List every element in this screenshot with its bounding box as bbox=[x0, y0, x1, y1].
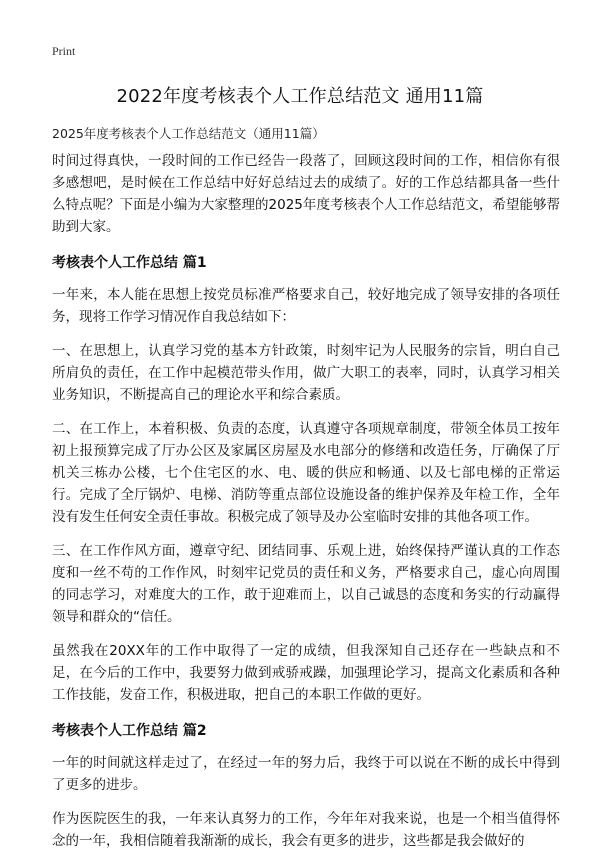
paragraph: 作为医院医生的我，一年来认真努力的工作，今年年对我来说，也是一个相当值得怀念的一年，我相信随着我渐渐的成长，我会有更多的进步，这些都是我会做好的 bbox=[52, 811, 560, 849]
paragraph: 虽然我在20XX年的工作中取得了一定的成绩，但我深知自己还存在一些缺点和不足，在今后的工作中，我要努力做到戒骄戒躁，加强理论学习，提高文化素质和各种工作技能，发奋工作，积极进取，把自己的本职工作做的更好。 bbox=[52, 643, 560, 703]
section-heading-2: 考核表个人工作总结 篇2 bbox=[52, 723, 207, 739]
paragraph: 一年来，本人能在思想上按党员标准严格要求自己，较好地完成了领导安排的各项任务，现将工作学习情况作自我总结如下： bbox=[52, 287, 560, 325]
article-body bbox=[52, 150, 560, 864]
page-title: 2022年度考核表个人工作总结范文 通用11篇 bbox=[116, 86, 484, 107]
print-link[interactable]: Print bbox=[52, 44, 76, 58]
intro-paragraph: 时间过得真快，一段时间的工作已经告一段落了，回顾这段时间的工作，相信你有很多感想吧，是时候在工作总结中好好总结过去的成绩了。好的工作总结都具备一些什么特点呢？下面是小编为大家整理的2025年度考核表个人工作总结范文，希望能够帮助到大家。 bbox=[52, 153, 560, 235]
subtitle: 2025年度考核表个人工作总结范文（通用11篇） bbox=[52, 126, 325, 141]
paragraph: 一年的时间就这样走过了，在经过一年的努力后，我终于可以说在不断的成长中得到了更多的进步。 bbox=[52, 755, 560, 793]
paragraph: 三、在工作作风方面，遵章守纪、团结同事、乐观上进，始终保持严谨认真的工作态度和一丝不苟的工作作风，时刻牢记党员的责任和义务，严格要求自己，虚心向周围的同志学习，对难度大的工作，敢于迎难而上，以自己诚恳的态度和务实的行动赢得领导和群众的“信任。 bbox=[52, 543, 560, 625]
paragraph: 一、在思想上，认真学习党的基本方针政策，时刻牢记为人民服务的宗旨，明白自己所肩负的责任，在工作中起模范带头作用，做广大职工的表率，同时，认真学习相关业务知识，不断提高自己的理论水平和综合素质。 bbox=[52, 343, 560, 403]
section-heading-1: 考核表个人工作总结 篇1 bbox=[52, 255, 207, 271]
paragraph: 二、在工作上，本着积极、负责的态度，认真遵守各项规章制度，带领全体员工按年初上报预算完成了厅办公区及家属区房屋及水电部分的修缮和改造任务，厅确保了厅机关三栋办公楼，七个住宅区的水、电、暖的供应和畅通、以及七部电梯的正常运行。完成了全厅锅炉、电梯、消防等重点部位设施设备的维护保养及年检工作，全年没有发生任何安全责任事故。积极完成了领导及办公室临时安排的其他各项工作。 bbox=[52, 421, 560, 525]
